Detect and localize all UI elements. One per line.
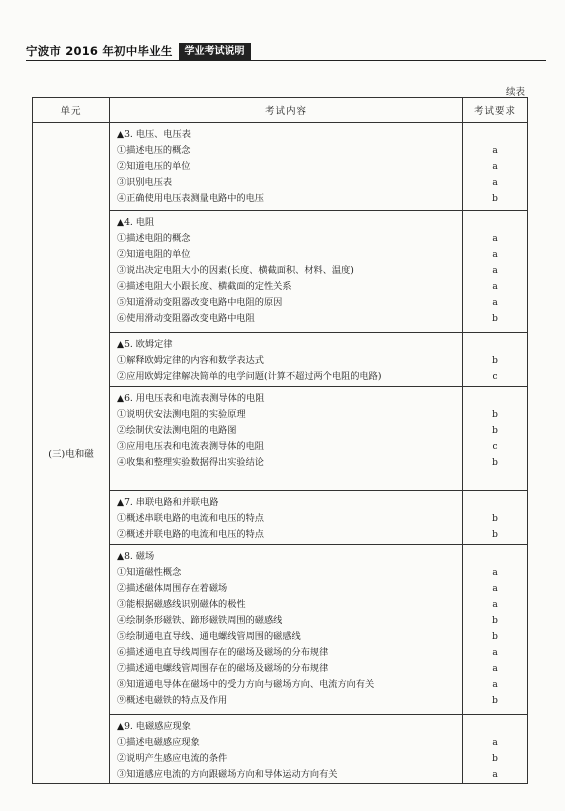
content-header: 考试内容 [110,98,463,123]
requirement-header: 考试要求 [463,98,528,123]
requirement-cell [463,491,528,545]
list-item: ⑨概述电磁铁的特点及作用 [117,695,228,706]
list-item: ②应用欧姆定律解决简单的电学问题(计算不超过两个电阻的电路) [117,371,382,382]
requirement-level: b [492,314,498,324]
list-item: ⑥描述通电直导线周围存在的磁场及磁场的分布规律 [117,647,329,658]
list-item: ③能根据磁感线识别磁体的极性 [117,599,246,610]
requirement-level: a [492,664,498,674]
section-title: ▲6. 用电压表和电流表测导体的电阻 [117,393,265,404]
list-item: ①描述电磁感应现象 [117,737,200,748]
header-title: 宁波市 2016 年初中毕业生 [26,44,173,58]
section-title: ▲5. 欧姆定律 [117,339,173,350]
requirement-level: b [492,616,498,626]
list-item: ④正确使用电压表测量电路中的电压 [117,193,264,204]
list-item: ③知道感应电流的方向跟磁场方向和导体运动方向有关 [117,769,338,780]
requirement-cell [463,715,528,784]
requirement-level: a [492,146,498,156]
requirement-cell [463,211,528,333]
content-cell [110,715,463,784]
section-title: ▲9. 电磁感应现象 [117,721,191,732]
list-item: ①描述电阻的概念 [117,233,191,244]
list-item: ②概述并联电路的电流和电压的特点 [117,529,264,540]
header-tag: 学业考试说明 [179,43,251,60]
requirement-level: a [492,298,498,308]
list-item: ①解释欧姆定律的内容和数学表达式 [117,355,264,366]
list-item: ⑧知道通电导体在磁场中的受力方向与磁场方向、电流方向有关 [117,679,375,690]
section-title: ▲3. 电压、电压表 [117,129,191,140]
requirement-level: b [492,754,498,764]
requirement-level: a [492,738,498,748]
requirement-level: a [492,568,498,578]
table-header-row [33,98,528,123]
content-cell [110,333,463,387]
requirement-level: b [492,426,498,436]
requirement-level: a [492,680,498,690]
content-cell [110,491,463,545]
page-header [26,42,546,60]
requirement-level: a [492,282,498,292]
requirement-level: b [492,632,498,642]
requirement-level: c [492,372,498,382]
list-item: ⑤绘制通电直导线、通电螺线管周围的磁感线 [117,631,301,642]
list-item: ⑤知道滑动变阻器改变电路中电阻的原因 [117,297,283,308]
list-item: ⑥使用滑动变阻器改变电路中电阻 [117,313,255,324]
unit-cell: (三)电和磁 [33,123,110,784]
list-item: ③识别电压表 [117,177,173,188]
list-item: ④绘制条形磁铁、蹄形磁铁周围的磁感线 [117,615,283,626]
list-item: ①概述串联电路的电流和电压的特点 [117,513,264,524]
requirement-level: a [492,600,498,610]
list-item: ①知道磁性概念 [117,567,182,578]
requirement-level: b [492,514,498,524]
requirement-level: b [492,696,498,706]
requirement-level: a [492,584,498,594]
list-item: ①描述电压的概念 [117,145,191,156]
list-item: ②描述磁体周围存在着磁场 [117,583,228,594]
requirement-cell [463,123,528,211]
requirement-cell [463,545,528,715]
list-item: ②知道电阻的单位 [117,249,191,260]
requirement-level: a [492,770,498,780]
list-item: ③应用电压表和电流表测导体的电阻 [117,441,264,452]
content-cell [110,387,463,491]
requirement-level: a [492,266,498,276]
exam-requirements-table [32,97,528,784]
requirement-level: b [492,356,498,366]
content-cell [110,545,463,715]
list-item: ②说明产生感应电流的条件 [117,753,228,764]
header-rule [26,60,546,61]
content-cell [110,211,463,333]
section-title: ▲7. 串联电路和并联电路 [117,497,219,508]
unit-header: 单元 [33,98,110,123]
section-title: ▲8. 磁场 [117,551,155,562]
list-item: ④描述电阻大小跟长度、横截面的定性关系 [117,281,292,292]
content-cell [110,123,463,211]
requirement-level: b [492,194,498,204]
list-item: ①说明伏安法测电阻的实验原理 [117,409,246,420]
list-item: ⑦描述通电螺线管周围存在的磁场及磁场的分布规律 [117,663,329,674]
requirement-level: a [492,178,498,188]
list-item: ②知道电压的单位 [117,161,191,172]
section-row [33,123,528,211]
list-item: ③说出决定电阻大小的因素(长度、横截面积、材料、温度) [117,265,354,276]
requirement-cell [463,333,528,387]
requirement-cell [463,387,528,491]
requirement-level: b [492,410,498,420]
requirement-level: a [492,162,498,172]
list-item: ④收集和整理实验数据得出实验结论 [117,457,264,468]
section-title: ▲4. 电阻 [117,217,155,228]
requirement-level: a [492,250,498,260]
requirement-level: a [492,648,498,658]
list-item: ②绘制伏安法测电阻的电路图 [117,425,237,436]
continued-label: 续表 [505,87,525,98]
requirement-level: c [492,442,498,452]
requirement-level: a [492,234,498,244]
requirement-level: b [492,530,498,540]
requirement-level: b [492,458,498,468]
